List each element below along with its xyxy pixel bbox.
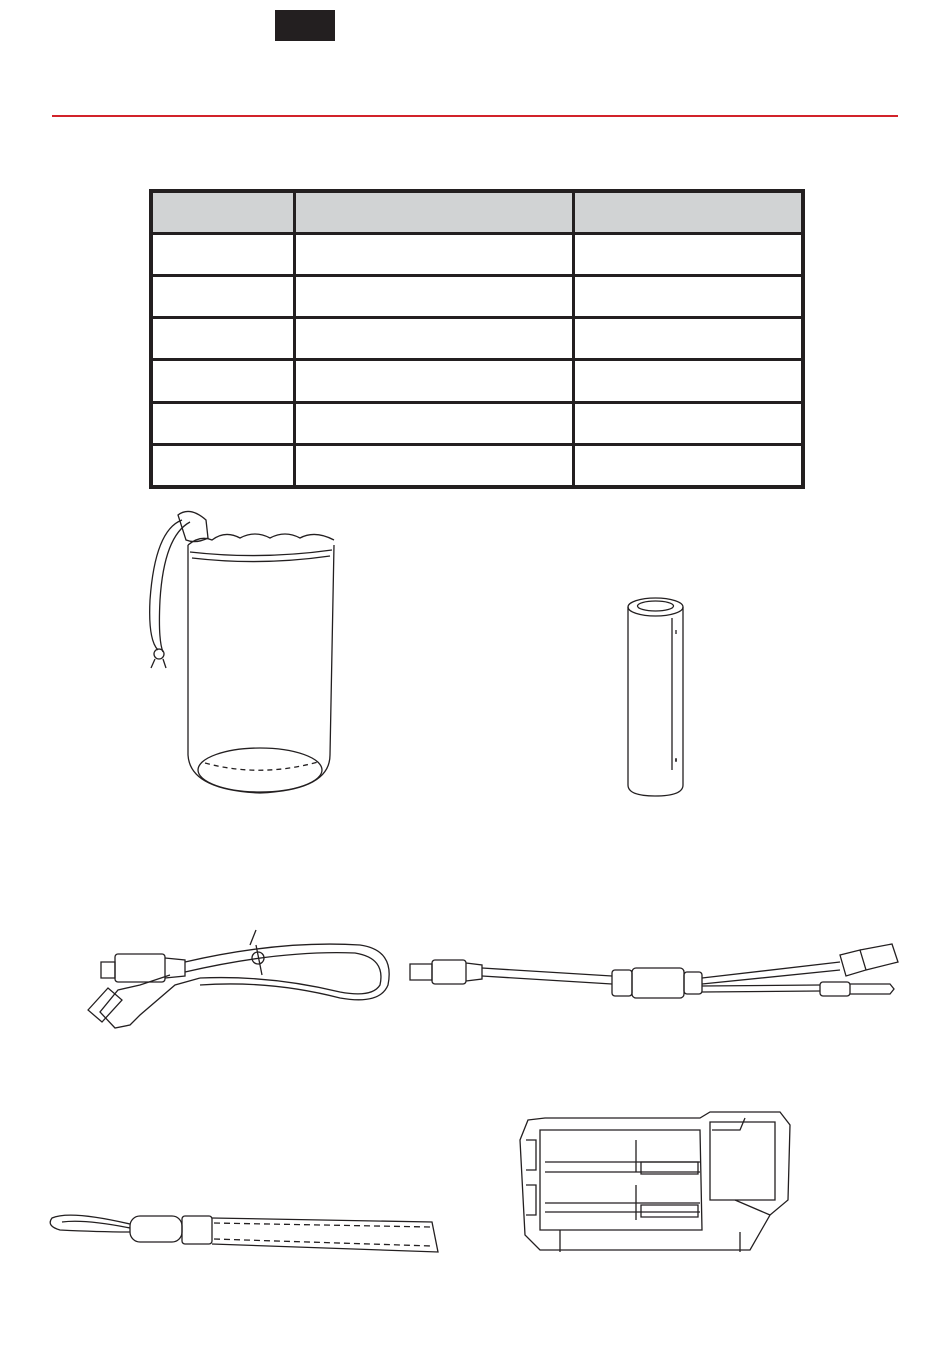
table-cell	[573, 276, 803, 318]
table-cell	[294, 276, 573, 318]
table-row	[151, 234, 803, 276]
table-cell	[573, 318, 803, 360]
table-cell	[151, 402, 294, 444]
table-cell	[573, 234, 803, 276]
table-cell	[294, 360, 573, 402]
table-cell	[151, 276, 294, 318]
table-row	[151, 444, 803, 487]
table-cell	[294, 402, 573, 444]
battery-18650-icon	[620, 590, 692, 800]
table-cell	[151, 360, 294, 402]
table-cell	[151, 444, 294, 487]
table-row	[151, 360, 803, 402]
package-contents-table	[149, 189, 805, 489]
language-tag	[275, 10, 335, 41]
table-cell	[294, 444, 573, 487]
table-cell	[573, 360, 803, 402]
y-splitter-cable-icon	[405, 935, 905, 1010]
table-row	[151, 318, 803, 360]
table-cell	[151, 318, 294, 360]
usb-cable-icon	[85, 925, 410, 1035]
table-row	[151, 402, 803, 444]
table-cell	[294, 318, 573, 360]
table-cell	[151, 234, 294, 276]
table-cell	[573, 444, 803, 487]
drawstring-pouch-icon	[130, 510, 350, 800]
table-header-cell	[151, 191, 294, 234]
table-cell	[573, 402, 803, 444]
table-header-cell	[573, 191, 803, 234]
header-rule	[52, 115, 898, 117]
table-header-row	[151, 191, 803, 234]
wrist-strap-icon	[40, 1200, 450, 1270]
table-cell	[294, 234, 573, 276]
battery-charger-icon	[515, 1105, 800, 1260]
table-header-cell	[294, 191, 573, 234]
table-row	[151, 276, 803, 318]
